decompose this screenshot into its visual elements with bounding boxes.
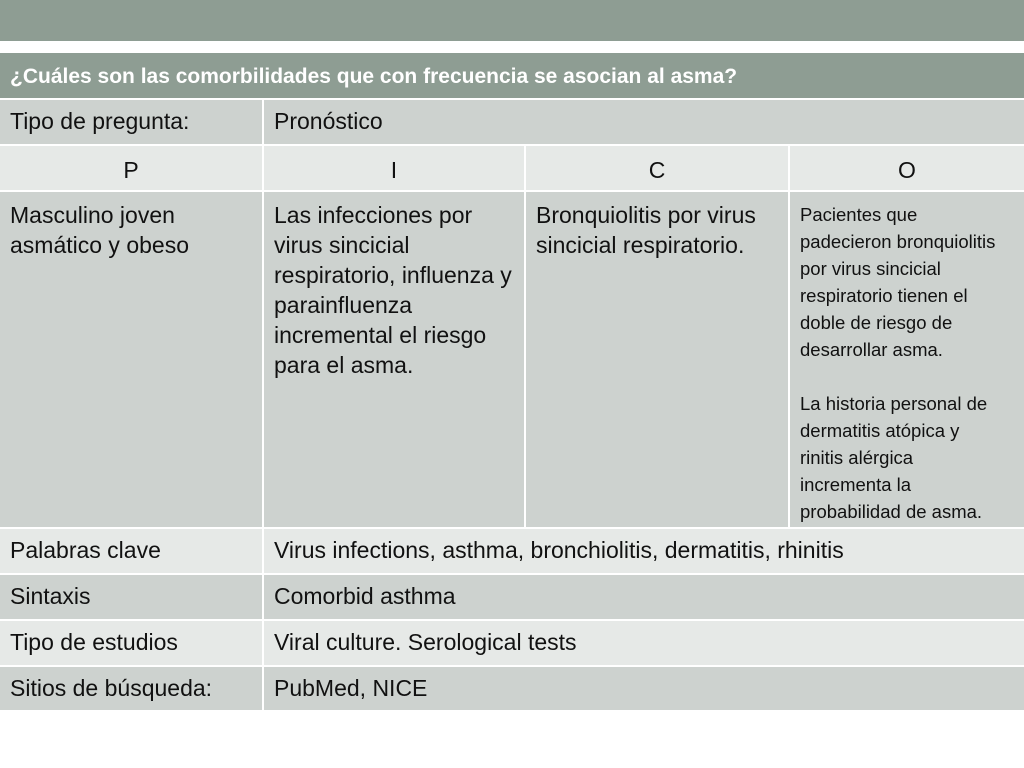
pico-o-line: Pacientes que	[800, 204, 918, 225]
pico-p-cell: Masculino joven asmático y obeso	[0, 192, 264, 527]
pico-o-line: incrementa la	[800, 474, 912, 495]
pico-o-line: La historia personal de	[800, 393, 988, 414]
pico-o-line: rinitis alérgica	[800, 447, 914, 468]
pico-o-line: desarrollar asma.	[800, 339, 943, 360]
pico-o-line: doble de riesgo de	[800, 312, 953, 333]
paragraph-gap	[800, 363, 1024, 390]
question-type-label: Tipo de pregunta:	[0, 100, 264, 144]
pico-header-c: C	[526, 146, 790, 190]
pico-header-row	[0, 146, 1024, 192]
pico-o-line: padecieron bronquiolitis	[800, 231, 996, 252]
pico-o-cell	[790, 192, 1024, 527]
pico-table	[0, 53, 1024, 712]
pico-o-line: respiratorio tienen el	[800, 285, 968, 306]
keywords-label: Palabras clave	[0, 529, 264, 573]
study-type-value: Viral culture. Serological tests	[274, 629, 577, 655]
pico-header-i: I	[264, 146, 526, 190]
question-title: ¿Cuáles son las comorbilidades que con frecuencia se asocian al asma?	[10, 65, 738, 88]
pico-header-p: P	[0, 146, 264, 190]
keywords-value: Virus infections, asthma, bronchiolitis, dermatitis, rhinitis	[274, 537, 844, 563]
keywords-row	[0, 529, 1024, 575]
question-type-row	[0, 100, 1024, 146]
syntax-value: Comorbid asthma	[274, 583, 456, 609]
pico-header-o: O	[898, 157, 916, 183]
search-sites-row	[0, 667, 1024, 712]
pico-i-cell: Las infecciones por virus sincicial respiratorio, influenza y parainfluenza incremental el riesgo para el asma.	[264, 192, 526, 527]
pico-o-line: dermatitis atópica y	[800, 420, 960, 441]
study-type-row	[0, 621, 1024, 667]
pico-o-line: probabilidad de asma.	[800, 501, 983, 522]
study-type-label: Tipo de estudios	[0, 621, 264, 665]
syntax-row	[0, 575, 1024, 621]
syntax-label: Sintaxis	[0, 575, 264, 619]
search-sites-value: PubMed, NICE	[274, 675, 428, 701]
pico-o-line: por virus sincicial	[800, 258, 941, 279]
search-sites-label: Sitios de búsqueda:	[0, 667, 264, 710]
question-type-value: Pronóstico	[274, 108, 383, 134]
top-band	[0, 0, 1024, 41]
pico-c-cell: Bronquiolitis por virus sincicial respiratorio.	[526, 192, 790, 527]
question-header-row	[0, 53, 1024, 100]
pico-content-row	[0, 192, 1024, 529]
